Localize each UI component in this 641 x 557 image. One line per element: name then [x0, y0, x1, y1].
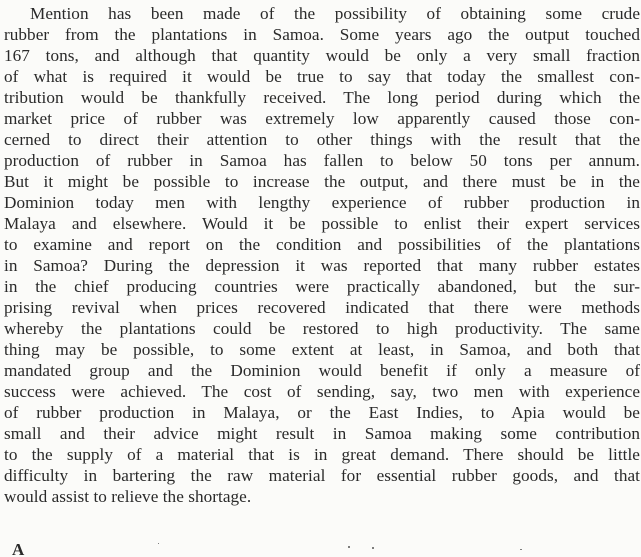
text-line: rubber from the plantations in Samoa. Some years ago the output touched: [4, 25, 640, 44]
text-line: to examine and report on the condition and possibilities of the plantations: [4, 235, 640, 254]
text-line: market price of rubber was extremely low apparently caused those con-: [4, 109, 640, 128]
text-line: of rubber production in Malaya, or the East Indies, to Apia would be: [4, 403, 640, 422]
print-speck: [158, 543, 159, 544]
text-line: in Samoa? During the depression it was reported that many rubber estates: [4, 256, 640, 275]
text-line: of what is required it would be true to say that today the smallest con-: [4, 67, 640, 86]
text-line: production of rubber in Samoa has fallen to below 50 tons per annum.: [4, 151, 640, 170]
text-line: thing may be possible, to some extent at least, in Samoa, and both that: [4, 340, 640, 359]
cut-off-next-paragraph-fragment: A: [12, 540, 25, 557]
text-line: to the supply of a material that is in great demand. There should be little: [4, 445, 640, 464]
text-line: in the chief producing countries were practically abandoned, but the sur-: [4, 277, 640, 296]
print-speck: [348, 546, 350, 548]
text-line: whereby the plantations could be restored to high productivity. The same: [4, 319, 640, 338]
text-line: prising revival when prices recovered indicated that there were methods: [4, 298, 640, 317]
text-line: would assist to relieve the shortage.: [4, 487, 252, 506]
text-line: 167 tons, and although that quantity would be only a very small fraction: [4, 46, 640, 65]
text-line: tribution would be thankfully received. The long period during which the: [4, 88, 640, 107]
print-speck: [372, 547, 374, 549]
article-paragraph: [4, 3, 640, 507]
text-line: small and their advice might result in Samoa making some contribution: [4, 424, 640, 443]
text-line: Mention has been made of the possibility of obtaining some crude: [30, 4, 640, 23]
text-line: success were achieved. The cost of sending, say, two men with experience: [4, 382, 640, 401]
text-line: cerned to direct their attention to other things with the result that the: [4, 130, 640, 149]
text-line: But it might be possible to increase the output, and there must be in the: [4, 172, 640, 191]
text-line: Malaya and elsewhere. Would it be possible to enlist their expert services: [4, 214, 640, 233]
text-line: mandated group and the Dominion would benefit if only a measure of: [4, 361, 640, 380]
print-speck: [520, 549, 522, 550]
text-line: Dominion today men with lengthy experience of rubber production in: [4, 193, 640, 212]
text-line: difficulty in bartering the raw material for essential rubber goods, and that: [4, 466, 640, 485]
